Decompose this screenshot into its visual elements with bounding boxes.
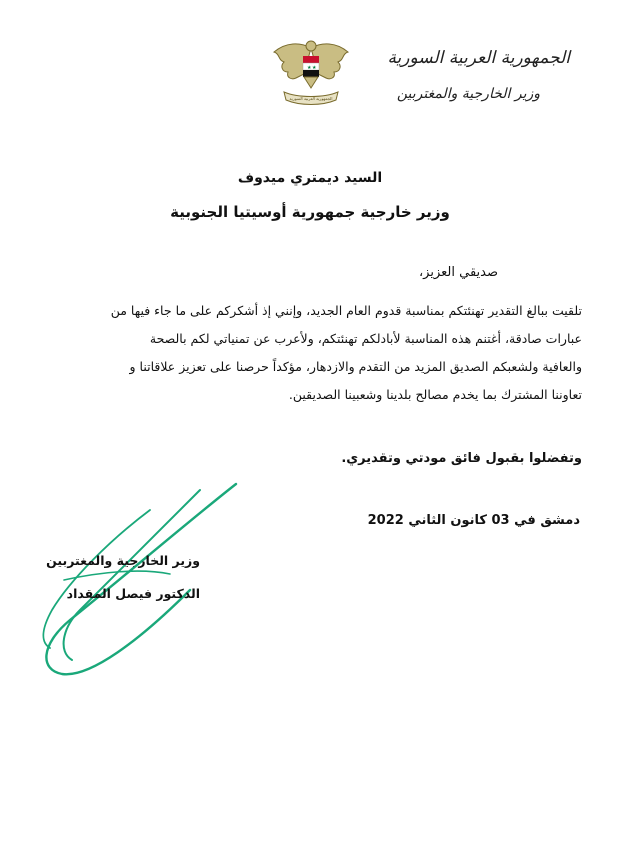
syrian-eagle-emblem-icon	[270, 34, 352, 110]
letterhead	[0, 30, 620, 120]
letter-body	[38, 297, 582, 409]
body-line: والعافية ولشعبكم الصديق المزيد من التقدم والازدهار، مؤكداً حرصنا على تعزيز علاقاتنا و	[129, 359, 582, 374]
emblem-ribbon-text: الجمهورية العربية السورية	[289, 96, 333, 101]
handwritten-signature	[0, 470, 260, 690]
body-line: عبارات صادقة، أغتنم هذه المناسبة لأبادلكم تهنئتكم، ولأعرب عن تمنياتي لكم بالصحة	[149, 331, 582, 346]
closing-line: وتفضلوا بقبول فائق مودتي وتقديري.	[341, 451, 582, 466]
svg-text:★: ★	[307, 65, 312, 71]
state-name: الجمهورية العربية السورية	[387, 48, 570, 68]
recipient-name: السيد ديمتري ميدوف	[237, 170, 383, 186]
svg-text:★: ★	[312, 65, 317, 71]
body-line: تعاوننا المشترك بما يخدم مصالح بلدينا وشعبينا الصديقين.	[288, 387, 582, 402]
salutation: صديقي العزيز،	[418, 265, 498, 280]
letter-date: دمشق في 03 كانون الثاني 2022	[367, 513, 580, 528]
recipient-title: وزير خارجية جمهورية أوسيتيا الجنوبية	[170, 203, 450, 221]
ministry-name: وزير الخارجية والمغتربين	[396, 86, 540, 102]
signatory-name: الدكتور فيصل المقداد	[66, 586, 200, 601]
signatory-title: وزير الخارجية والمغتربين	[46, 553, 200, 568]
body-line: تلقيت ببالغ التقدير تهنئتكم بمناسبة قدوم العام الجديد، وإنني إذ أشكركم على ما جاء فيها من	[110, 303, 582, 318]
